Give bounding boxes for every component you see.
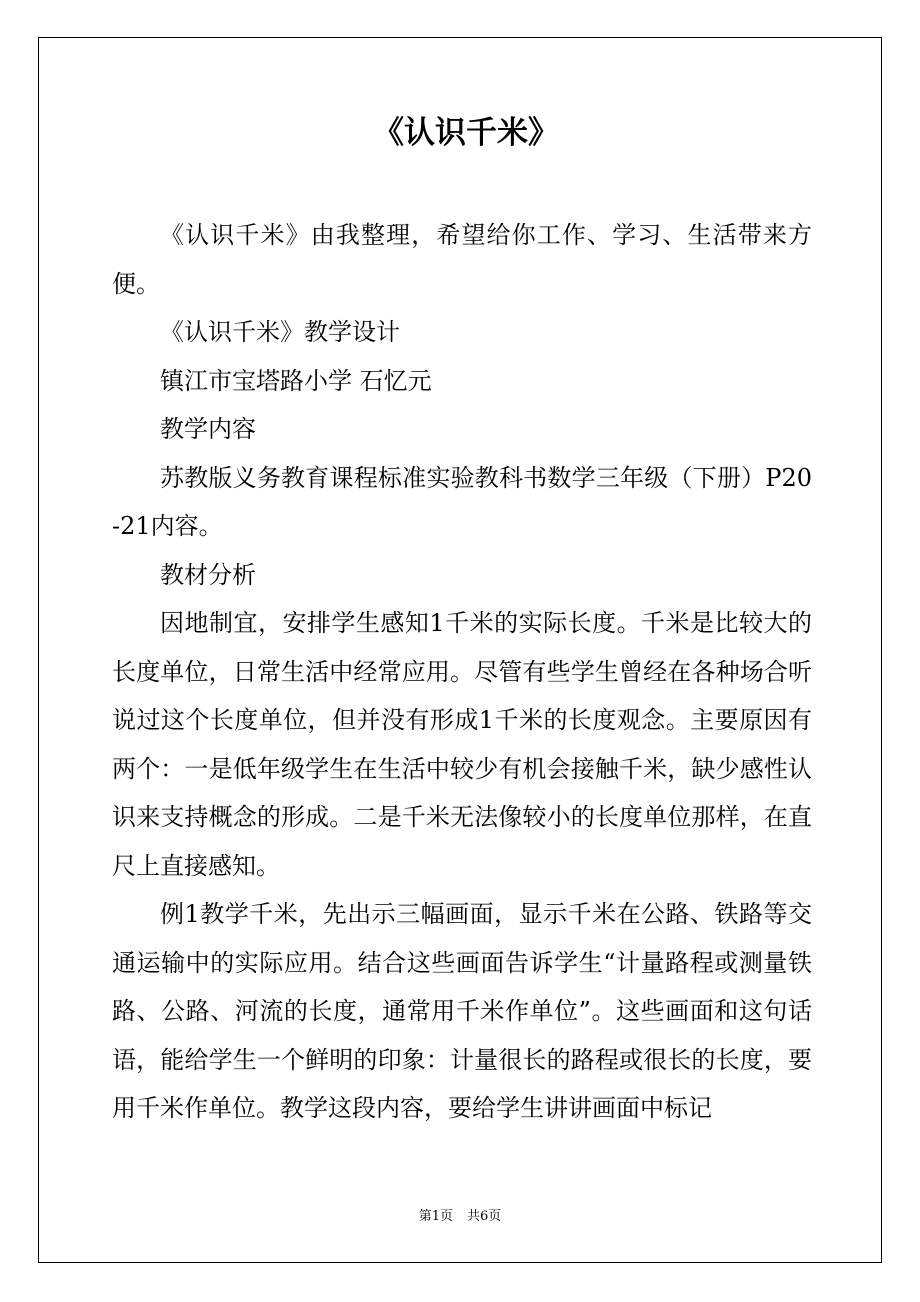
document-title: 《认识千米》 xyxy=(373,115,559,151)
paragraph-design-heading: 《认识千米》教学设计 xyxy=(160,318,400,346)
paragraph-author: 镇江市宝塔路小学 石忆元 xyxy=(160,366,432,395)
document-body xyxy=(112,105,812,1133)
paragraph-content-heading: 教学内容 xyxy=(160,415,256,443)
paragraph-analysis-heading: 教材分析 xyxy=(160,560,256,589)
paragraph-example: 例1教学千米，先出示三幅画面，显示千米在公路、铁路等交通运输中的实际应用。结合这些画面告诉学生“计量路程或测量铁路、公路、河流的长度，通常用千米作单位”。这些画面和这句话语，能给学生一个鲜明的印象：计量很长的路程或很长的长度，要用千米作单位。教学这段内容，要给学生讲讲画面中标记 xyxy=(112,900,812,1122)
paragraph-intro: 《认识千米》由我整理，希望给你工作、学习、生活带来方便。 xyxy=(112,221,812,298)
paragraph-content: 苏教版义务教育课程标准实验教科书数学三年级（下册）P20-21内容。 xyxy=(112,463,812,540)
page-total: 共6页 xyxy=(467,1209,502,1224)
page-footer xyxy=(0,1205,920,1224)
paragraph-analysis: 因地制宜，安排学生感知1千米的实际长度。千米是比较大的长度单位，日常生活中经常应用。尽管有些学生曾经在各种场合听说过这个长度单位，但并没有形成1千米的长度观念。主要原因有两个：一是低年级学生在生活中较少有机会接触千米，缺少感性认识来支持概念的形成。二是千米无法像较小的长度单位那样，在直尺上直接感知。 xyxy=(112,609,812,880)
page-number: 第1页 xyxy=(418,1209,453,1224)
